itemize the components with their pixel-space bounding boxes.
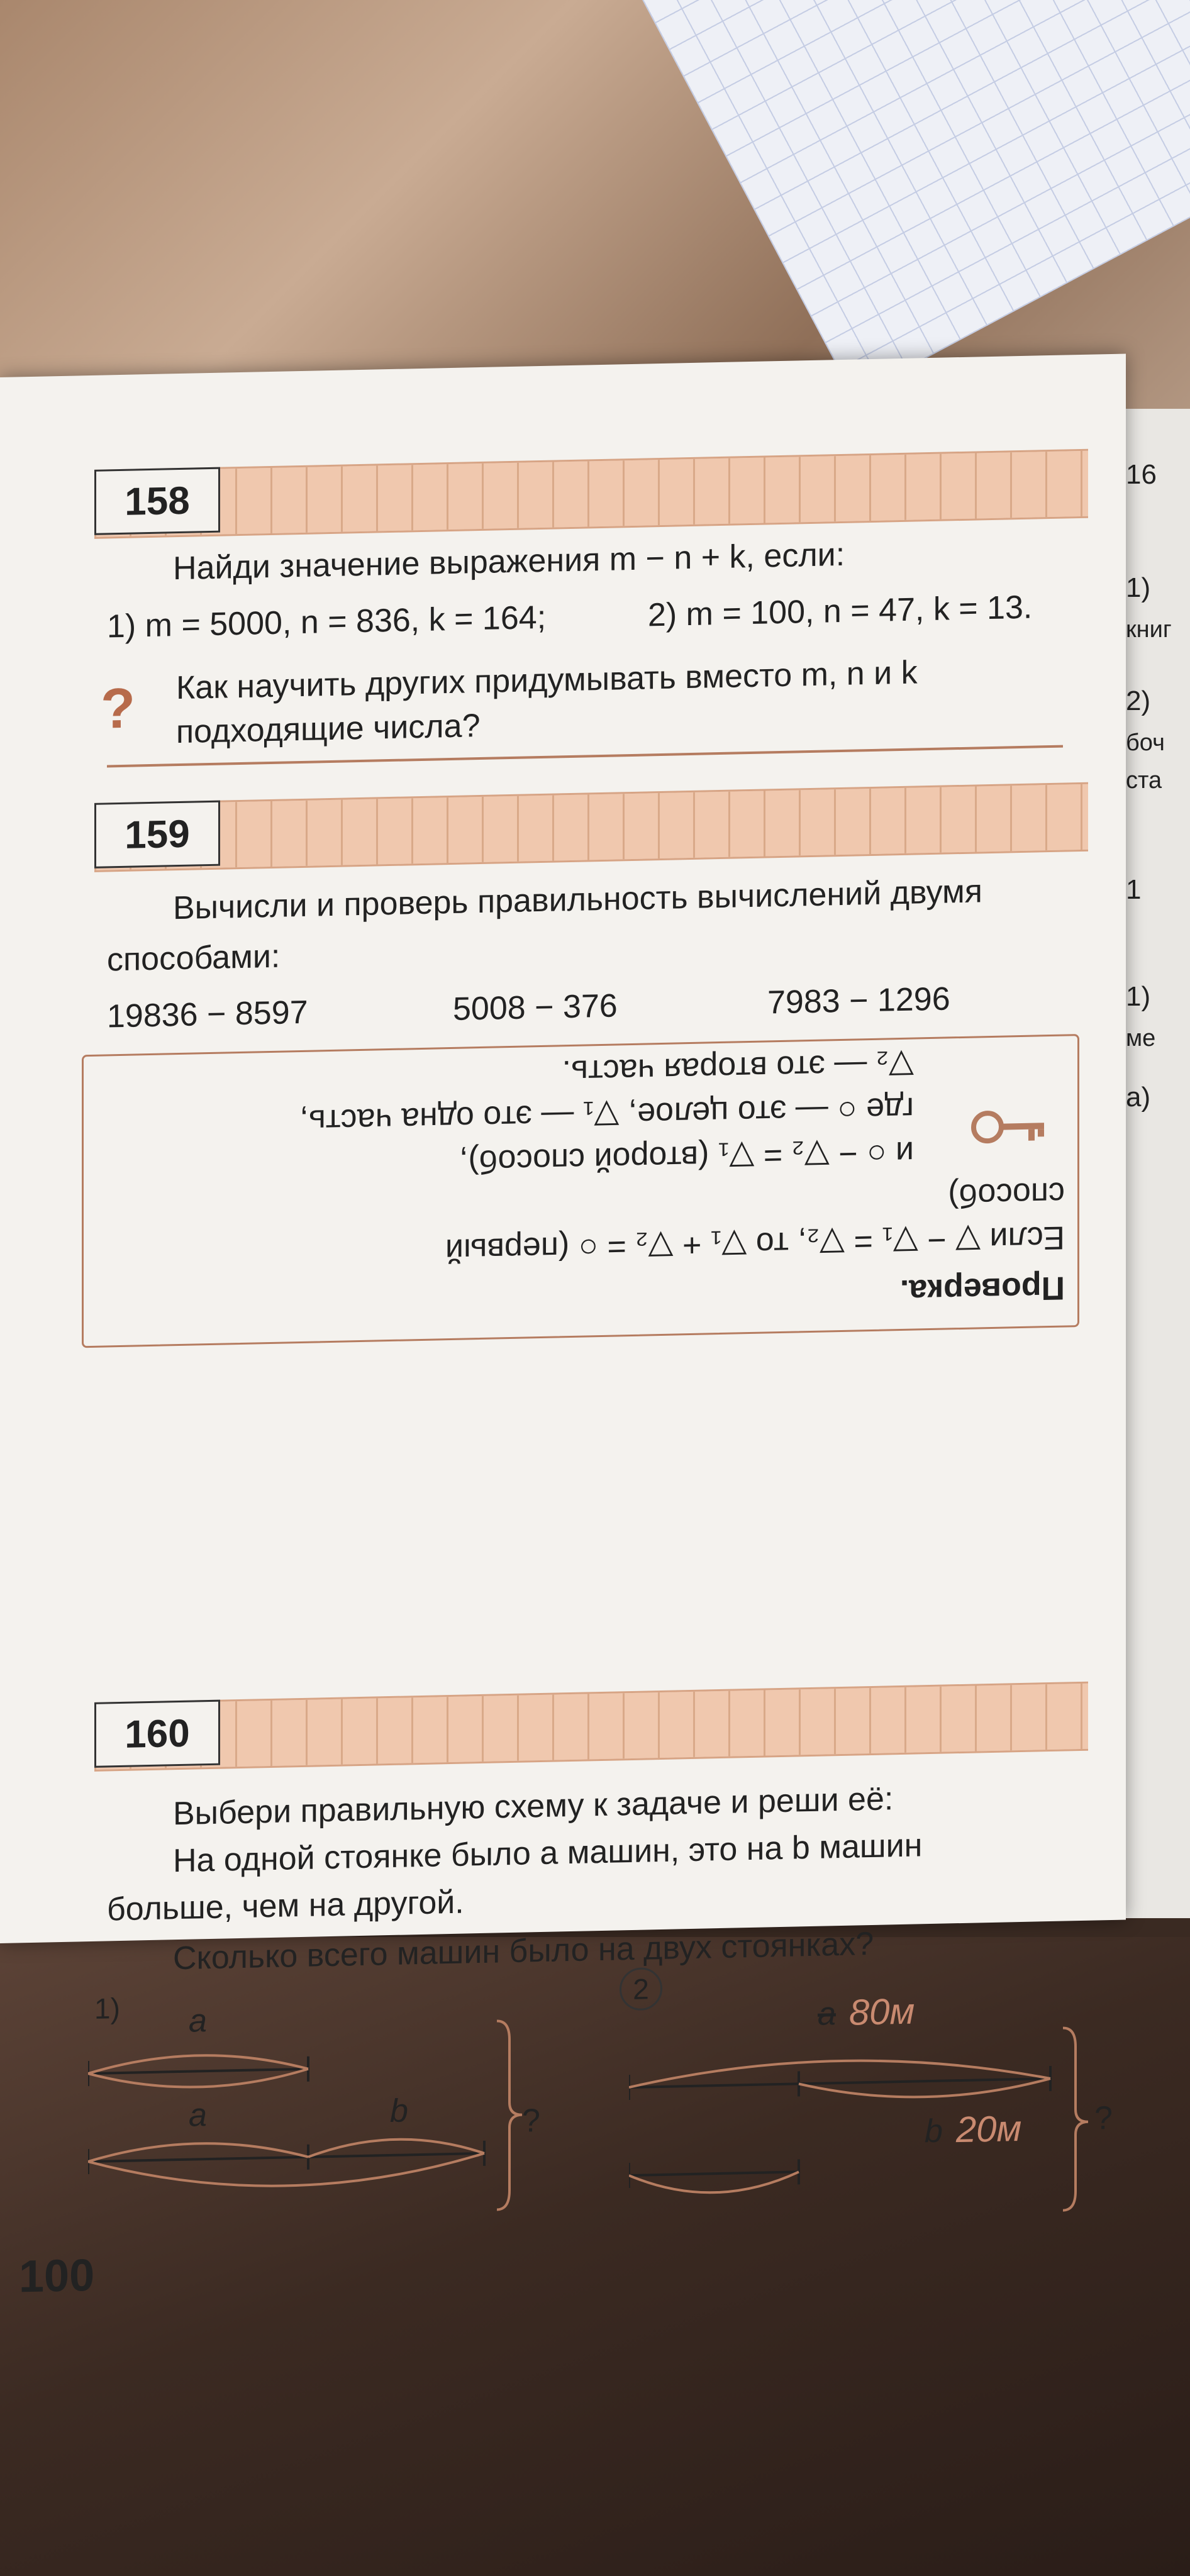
right-page-text: 2) [1126,686,1151,716]
exercise-prompt: больше, чем на другой. [107,1884,464,1928]
check-text: Если ▽ − ▽₁ = ▽₂, то ▽₁ + ▽₂ = ○ (первый [445,1219,1065,1269]
expression: 5008 − 376 [453,987,618,1028]
right-page-text: ме [1126,1025,1156,1052]
right-page-text: боч [1126,730,1165,756]
segment-b [629,2172,799,2175]
check-text: ▽₂ — это вторая часть. [562,1046,914,1091]
textbook-page [0,354,1126,2302]
check-note-box [82,1034,1079,1348]
exercise-prompt: Сколько всего машин было на двух стоянках? [173,1925,874,1977]
exercise-prompt: Вычисли и проверь правильность вычислений двумя [173,873,982,927]
page-number: 100 [19,2250,95,2302]
exercise-item: 2) m = 100, n = 47, k = 13. [648,589,1033,634]
check-text: способ) [948,1175,1065,1214]
brace-icon [497,2021,522,2210]
right-page-text: 1) [1126,981,1151,1012]
question-mark: ? [522,2102,540,2140]
question-icon: ? [101,677,135,741]
scheme-2-diagram [629,2002,1107,2226]
label-b: b [390,2092,408,2130]
expression: 7983 − 1296 [767,980,950,1021]
check-title: Проверка. [899,1269,1065,1310]
scheme-label-circled: 2 [620,1967,662,2011]
right-page-text: ста [1126,767,1162,794]
handwritten-note: 80м [849,1990,915,2033]
segment-a [629,2079,1050,2087]
label-b: b [925,2112,943,2150]
exercise-prompt: способами: [107,938,281,979]
expression: 19836 − 8597 [107,994,308,1035]
right-page-text: книг [1126,616,1172,643]
scheme-label: 1) [94,1992,120,2025]
exercise-prompt: Выбери правильную схему к задаче и реши её: [173,1780,894,1833]
segment-a [88,2069,308,2074]
label-a: a [189,2097,207,2134]
exercise-item: 1) m = 5000, n = 836, k = 164; [107,599,547,645]
key-icon [969,1097,1050,1156]
discussion-question: подходящие числа? [176,708,481,751]
label-a: a [189,2002,207,2040]
exercise-header-bar [94,782,1088,872]
exercise-number: 159 [94,801,220,869]
scheme-1-diagram [88,2001,566,2224]
exercise-header-bar [94,1682,1088,1772]
handwritten-note: 20м [956,2107,1022,2151]
exercise-prompt: На одной стоянке было a машин, это на b машин [173,1827,923,1880]
right-page-text: а) [1126,1082,1151,1113]
discussion-question: Как научить других придумывать вместо m, n и k [176,654,918,707]
label-a: a [818,1996,836,2033]
brace-icon [1063,2028,1088,2211]
right-page-text: 1 [1126,874,1142,905]
exercise-number: 160 [94,1700,220,1768]
exercise-header-bar [94,449,1088,539]
check-text: где ○ — это целое, ▽₁ — это одна часть, [299,1090,914,1140]
check-text: и ○ − ▽₂ = ▽₁ (второй способ), [459,1134,914,1180]
exercise-number: 158 [94,467,220,535]
segment-a-b [88,2153,484,2162]
right-page-text: 16 [1126,459,1157,490]
exercise-prompt: Найди значение выражения m − n + k, если: [173,536,845,587]
right-page-text: 1) [1126,572,1151,603]
question-mark: ? [1094,2099,1113,2137]
